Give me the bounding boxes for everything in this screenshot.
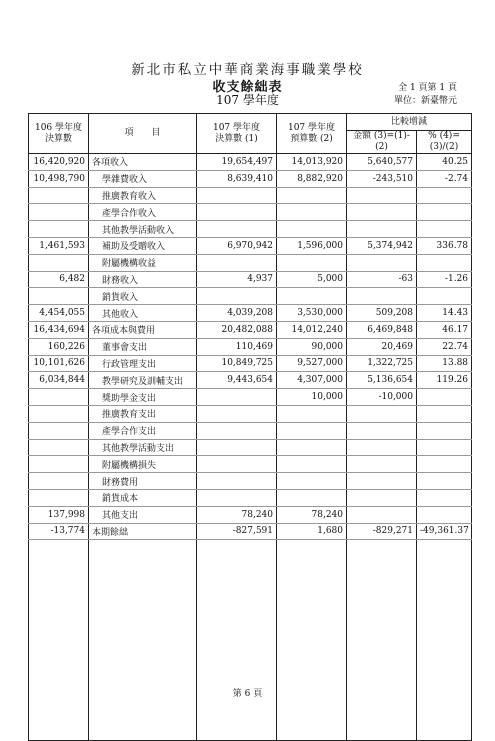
cell-diff-amount: -10,000 bbox=[347, 389, 417, 406]
cell-diff-percent: 46.17 bbox=[417, 321, 472, 338]
cell-item: 其他支出 bbox=[89, 506, 197, 523]
cell-diff-percent: 336.78 bbox=[417, 237, 472, 254]
blank-row bbox=[29, 540, 472, 741]
page-info: 全 1 頁第 1 頁 bbox=[398, 83, 457, 93]
cell-diff-percent bbox=[417, 439, 472, 456]
cell-actual bbox=[197, 389, 277, 406]
cell-actual bbox=[197, 405, 277, 422]
cell-prev-year: 137,998 bbox=[29, 506, 89, 523]
cell-item: 行政管理支出 bbox=[89, 355, 197, 372]
col-prev-year-l1: 106 學年度 bbox=[34, 122, 83, 133]
cell-actual bbox=[197, 473, 277, 490]
table-row bbox=[29, 372, 472, 389]
cell-diff-amount: 5,136,654 bbox=[347, 372, 417, 389]
cell-prev-year bbox=[29, 439, 89, 456]
cell-item: 其他教學活動收入 bbox=[89, 221, 197, 238]
cell-budget bbox=[277, 254, 347, 271]
table-row bbox=[29, 154, 472, 171]
table-row bbox=[29, 170, 472, 187]
cell-diff-percent bbox=[417, 221, 472, 238]
cell-prev-year: 160,226 bbox=[29, 338, 89, 355]
cell-item: 財務收入 bbox=[89, 271, 197, 288]
cell-diff-percent: 22.74 bbox=[417, 338, 472, 355]
table-row bbox=[29, 338, 472, 355]
table-row bbox=[29, 237, 472, 254]
cell-prev-year bbox=[29, 489, 89, 506]
cell-diff-amount: -243,510 bbox=[347, 170, 417, 187]
cell-budget: 10,000 bbox=[277, 389, 347, 406]
cell-prev-year: 10,101,626 bbox=[29, 355, 89, 372]
table-row bbox=[29, 187, 472, 204]
col-prev-year bbox=[29, 114, 89, 154]
cell-diff-amount bbox=[347, 489, 417, 506]
cell-item: 附屬機構損失 bbox=[89, 456, 197, 473]
cell-diff-percent: -2.74 bbox=[417, 170, 472, 187]
cell-actual bbox=[197, 439, 277, 456]
cell-actual: 20,482,088 bbox=[197, 321, 277, 338]
cell-prev-year: 6,482 bbox=[29, 271, 89, 288]
cell-budget: 5,000 bbox=[277, 271, 347, 288]
cell-budget bbox=[277, 456, 347, 473]
cell-budget: 4,307,000 bbox=[277, 372, 347, 389]
cell-budget bbox=[277, 187, 347, 204]
cell-actual: 110,469 bbox=[197, 338, 277, 355]
cell-item: 教學研究及訓輔支出 bbox=[89, 372, 197, 389]
cell-diff-amount bbox=[347, 422, 417, 439]
currency-unit: 單位：新臺幣元 bbox=[393, 96, 457, 106]
page-number: 第 6 頁 bbox=[232, 689, 263, 699]
col-compare: 比較增減 bbox=[347, 114, 472, 131]
col-prev-year-l2: 決算數 bbox=[44, 133, 72, 144]
cell-diff-percent: 119.26 bbox=[417, 372, 472, 389]
col-budget-l2: 預算數 (2) bbox=[290, 133, 333, 144]
cell-prev-year: 4,454,055 bbox=[29, 305, 89, 322]
cell-item: 財務費用 bbox=[89, 473, 197, 490]
cell-budget bbox=[277, 288, 347, 305]
cell-item: 其他收入 bbox=[89, 305, 197, 322]
cell-item: 推廣教育收入 bbox=[89, 187, 197, 204]
cell-item: 銷貨收入 bbox=[89, 288, 197, 305]
cell-budget: 9,527,000 bbox=[277, 355, 347, 372]
blank-cell bbox=[89, 540, 197, 741]
table-row bbox=[29, 288, 472, 305]
cell-budget: 14,012,240 bbox=[277, 321, 347, 338]
col-actual-l1: 107 學年度 bbox=[212, 122, 261, 133]
income-statement-table bbox=[28, 113, 472, 741]
cell-diff-amount bbox=[347, 204, 417, 221]
cell-budget bbox=[277, 489, 347, 506]
cell-prev-year bbox=[29, 187, 89, 204]
cell-prev-year: 16,420,920 bbox=[29, 154, 89, 171]
cell-actual bbox=[197, 254, 277, 271]
cell-actual: 78,240 bbox=[197, 506, 277, 523]
table-row bbox=[29, 456, 472, 473]
cell-diff-percent: 40.25 bbox=[417, 154, 472, 171]
cell-budget bbox=[277, 221, 347, 238]
cell-diff-percent bbox=[417, 389, 472, 406]
cell-diff-percent bbox=[417, 473, 472, 490]
cell-prev-year bbox=[29, 254, 89, 271]
blank-cell bbox=[277, 540, 347, 741]
table-row bbox=[29, 489, 472, 506]
cell-item: 學雜費收入 bbox=[89, 170, 197, 187]
cell-diff-amount: 509,208 bbox=[347, 305, 417, 322]
cell-actual bbox=[197, 221, 277, 238]
cell-diff-percent bbox=[417, 254, 472, 271]
cell-diff-percent bbox=[417, 187, 472, 204]
cell-budget: 3,530,000 bbox=[277, 305, 347, 322]
table-row bbox=[29, 523, 472, 540]
table-row bbox=[29, 439, 472, 456]
col-item: 項 目 bbox=[89, 114, 197, 154]
cell-actual: 4,937 bbox=[197, 271, 277, 288]
cell-diff-percent bbox=[417, 506, 472, 523]
cell-diff-percent bbox=[417, 456, 472, 473]
cell-actual bbox=[197, 489, 277, 506]
cell-diff-amount: 6,469,848 bbox=[347, 321, 417, 338]
cell-prev-year: 6,034,844 bbox=[29, 372, 89, 389]
cell-item: 補助及受贈收入 bbox=[89, 237, 197, 254]
cell-prev-year bbox=[29, 422, 89, 439]
cell-actual: 19,654,497 bbox=[197, 154, 277, 171]
cell-prev-year bbox=[29, 288, 89, 305]
cell-budget: 14,013,920 bbox=[277, 154, 347, 171]
cell-prev-year: 1,461,593 bbox=[29, 237, 89, 254]
cell-diff-amount bbox=[347, 221, 417, 238]
cell-prev-year bbox=[29, 456, 89, 473]
cell-item: 董事會支出 bbox=[89, 338, 197, 355]
cell-actual: 4,039,208 bbox=[197, 305, 277, 322]
table-row bbox=[29, 473, 472, 490]
cell-item: 各項收入 bbox=[89, 154, 197, 171]
cell-actual: -827,591 bbox=[197, 523, 277, 540]
cell-prev-year bbox=[29, 221, 89, 238]
cell-diff-percent: -1.26 bbox=[417, 271, 472, 288]
col-budget-l1: 107 學年度 bbox=[287, 122, 336, 133]
cell-budget bbox=[277, 422, 347, 439]
cell-actual bbox=[197, 422, 277, 439]
table-row bbox=[29, 389, 472, 406]
blank-cell bbox=[347, 540, 417, 741]
cell-prev-year: 10,498,790 bbox=[29, 170, 89, 187]
cell-diff-amount bbox=[347, 473, 417, 490]
col-amount: 金額 (3)=(1)-(2) bbox=[347, 131, 417, 154]
cell-diff-amount bbox=[347, 405, 417, 422]
blank-cell bbox=[417, 540, 472, 741]
cell-item: 產學合作支出 bbox=[89, 422, 197, 439]
cell-prev-year bbox=[29, 473, 89, 490]
cell-actual bbox=[197, 288, 277, 305]
cell-diff-percent: 13.88 bbox=[417, 355, 472, 372]
cell-actual bbox=[197, 204, 277, 221]
cell-diff-amount: 5,640,577 bbox=[347, 154, 417, 171]
cell-item: 產學合作收入 bbox=[89, 204, 197, 221]
table-row bbox=[29, 254, 472, 271]
cell-budget bbox=[277, 473, 347, 490]
col-percent: % (4)=(3)/(2) bbox=[417, 131, 472, 154]
cell-budget: 8,882,920 bbox=[277, 170, 347, 187]
cell-diff-amount bbox=[347, 456, 417, 473]
cell-budget: 90,000 bbox=[277, 338, 347, 355]
cell-diff-amount bbox=[347, 187, 417, 204]
cell-budget bbox=[277, 405, 347, 422]
table-row bbox=[29, 321, 472, 338]
blank-cell bbox=[29, 540, 89, 741]
cell-diff-amount bbox=[347, 288, 417, 305]
cell-actual: 10,849,725 bbox=[197, 355, 277, 372]
cell-diff-percent bbox=[417, 405, 472, 422]
cell-prev-year: -13,774 bbox=[29, 523, 89, 540]
cell-budget: 1,680 bbox=[277, 523, 347, 540]
cell-actual: 6,970,942 bbox=[197, 237, 277, 254]
cell-diff-amount: 1,322,725 bbox=[347, 355, 417, 372]
cell-actual: 8,639,410 bbox=[197, 170, 277, 187]
cell-diff-percent bbox=[417, 288, 472, 305]
cell-prev-year bbox=[29, 204, 89, 221]
col-actual-l2: 決算數 (1) bbox=[215, 133, 258, 144]
cell-actual bbox=[197, 187, 277, 204]
cell-item: 推廣教育支出 bbox=[89, 405, 197, 422]
cell-diff-amount bbox=[347, 506, 417, 523]
cell-budget: 78,240 bbox=[277, 506, 347, 523]
cell-diff-amount: 5,374,942 bbox=[347, 237, 417, 254]
cell-diff-amount: -63 bbox=[347, 271, 417, 288]
cell-diff-percent bbox=[417, 422, 472, 439]
report-title: 收支餘絀表 bbox=[212, 80, 283, 95]
cell-prev-year bbox=[29, 389, 89, 406]
cell-item: 各項成本與費用 bbox=[89, 321, 197, 338]
cell-item: 獎助學金支出 bbox=[89, 389, 197, 406]
table-row bbox=[29, 506, 472, 523]
table-row bbox=[29, 405, 472, 422]
table-row bbox=[29, 271, 472, 288]
col-actual bbox=[197, 114, 277, 154]
col-budget bbox=[277, 114, 347, 154]
cell-diff-percent bbox=[417, 204, 472, 221]
cell-item: 其他教學活動支出 bbox=[89, 439, 197, 456]
table-row bbox=[29, 204, 472, 221]
cell-item: 銷貨成本 bbox=[89, 489, 197, 506]
cell-item: 本期餘絀 bbox=[89, 523, 197, 540]
cell-budget: 1,596,000 bbox=[277, 237, 347, 254]
cell-diff-percent: -49,361.37 bbox=[417, 523, 472, 540]
table-row bbox=[29, 355, 472, 372]
cell-prev-year bbox=[29, 405, 89, 422]
school-title: 新北市私立中華商業海事職業學校 bbox=[131, 62, 364, 78]
cell-actual bbox=[197, 456, 277, 473]
cell-diff-percent bbox=[417, 489, 472, 506]
cell-actual: 9,443,654 bbox=[197, 372, 277, 389]
blank-cell bbox=[197, 540, 277, 741]
cell-budget bbox=[277, 204, 347, 221]
cell-item: 附屬機構收益 bbox=[89, 254, 197, 271]
cell-diff-amount: -829,271 bbox=[347, 523, 417, 540]
table-row bbox=[29, 305, 472, 322]
cell-prev-year: 16,434,694 bbox=[29, 321, 89, 338]
table-row bbox=[29, 422, 472, 439]
cell-diff-amount bbox=[347, 439, 417, 456]
cell-diff-percent: 14.43 bbox=[417, 305, 472, 322]
cell-diff-amount: 20,469 bbox=[347, 338, 417, 355]
table-row bbox=[29, 221, 472, 238]
cell-budget bbox=[277, 439, 347, 456]
fiscal-year: 107 學年度 bbox=[216, 93, 279, 107]
cell-diff-amount bbox=[347, 254, 417, 271]
